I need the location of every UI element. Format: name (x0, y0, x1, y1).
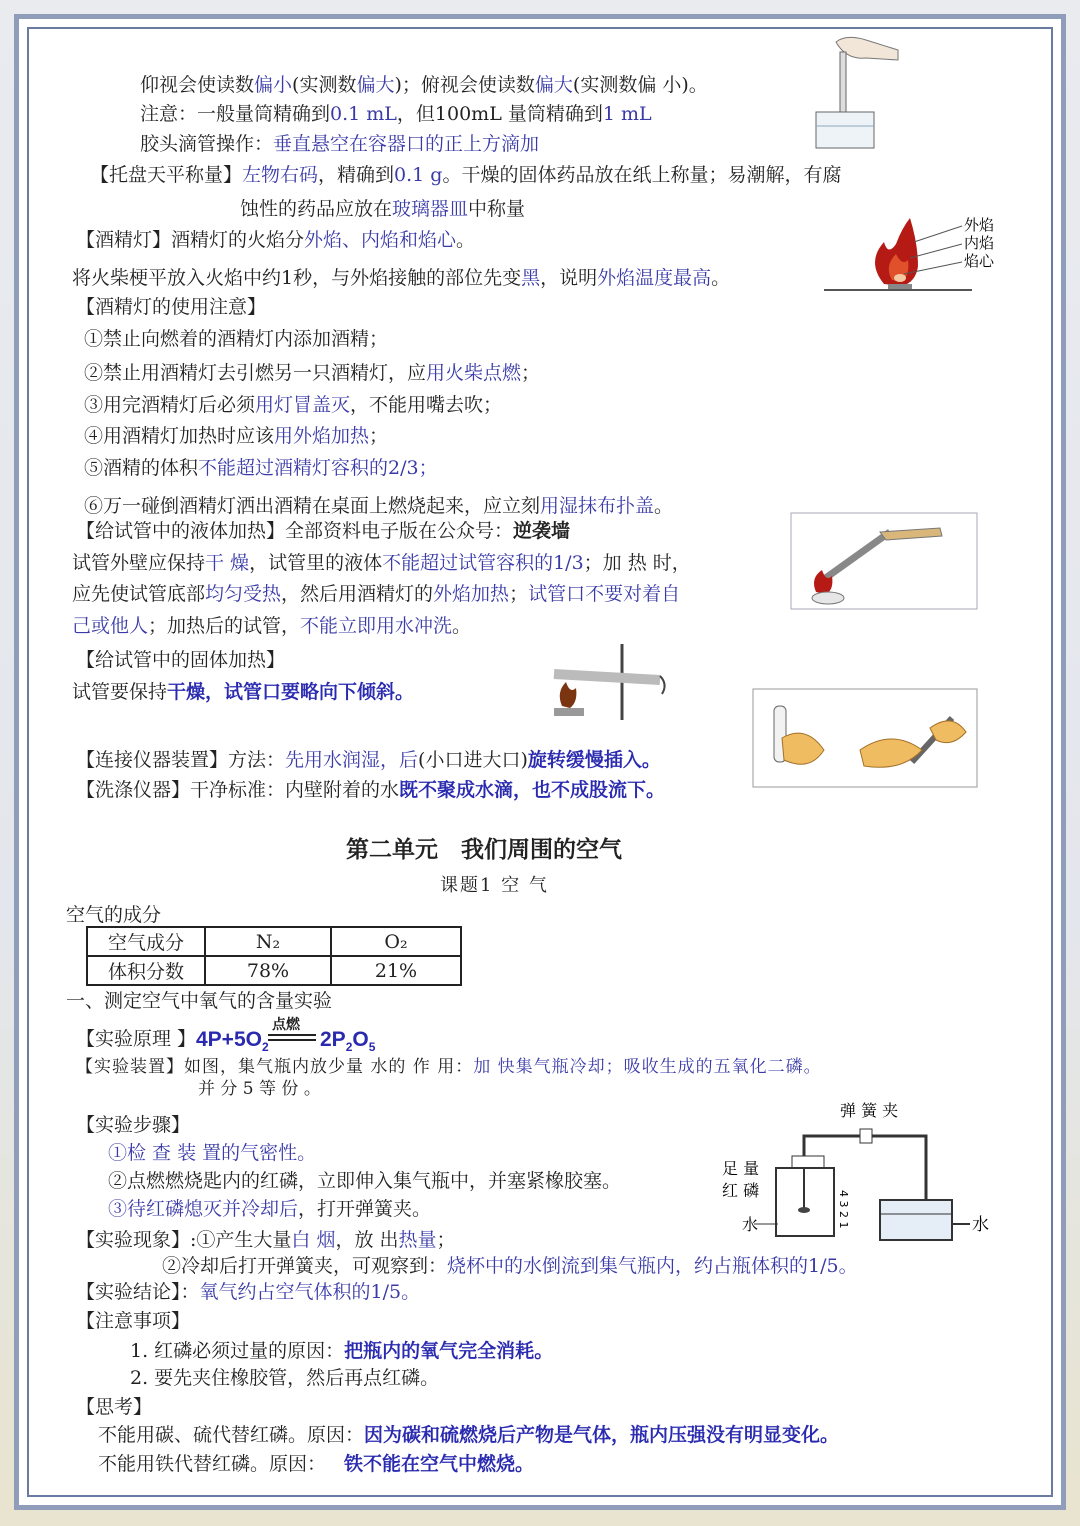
lamp-note-2: ②禁止用酒精灯去引燃另一只酒精灯，应用火柴点燃； (84, 362, 541, 384)
match-test-line: 将火柴梗平放入火焰中约1秒，与外焰接触的部位先变黑，说明外焰温度最高。 (72, 267, 731, 289)
reading-error-line: 仰视会使读数偏小(实测数偏大)；俯视会使读数偏大(实测数偏 小)。 (140, 74, 708, 96)
device-line: 【实验装置】如图，集气瓶内放少量 水的 作 用：加 快集气瓶冷却；吸收生成的五氧化二磷。 (76, 1057, 822, 1077)
liquid-heating-line-2: 应先使试管底部均匀受热，然后用酒精灯的外焰加热；试管口不要对着自 (72, 583, 681, 605)
balance-line: 【托盘天平称量】左物右码，精确到0.1 g。干燥的固体药品放在纸上称量；易潮解，有腐 (90, 164, 842, 186)
alcohol-lamp-flame-illustration (822, 214, 1018, 294)
step-2: ②点燃燃烧匙内的红磷，立即伸入集气瓶中，并塞紧橡胶塞。 (108, 1170, 622, 1192)
table-cell: 空气成分 (87, 927, 205, 956)
table-cell: 78% (205, 956, 331, 985)
liquid-heating-line-3: 己或他人；加热后的试管，不能立即用水冲洗。 (72, 615, 472, 637)
connect-line: 【连接仪器装置】方法：先用水润湿，后(小口进大口)旋转缓慢插入。 (76, 749, 661, 771)
table-cell: 体积分数 (87, 956, 205, 985)
table-row (87, 927, 461, 956)
lamp-note-6: ⑥万一碰倒酒精灯洒出酒精在桌面上燃烧起来，应立刻用湿抹布扑盖。 (84, 495, 674, 517)
solid-heating-heading: 【给试管中的固体加热】 (76, 649, 286, 671)
table-row (87, 956, 461, 985)
solid-heating-illustration (548, 640, 672, 722)
table-cell: 21% (331, 956, 461, 985)
air-table-caption: 空气的成分 (66, 904, 162, 926)
think-1: 不能用碳、硫代替红磷。原因：因为碳和硫燃烧后产物是气体，瓶内压强没有明显变化。 (98, 1424, 840, 1446)
balance-line-2: 蚀性的药品应放在玻璃器皿中称量 (240, 198, 526, 220)
notes-label: 【注意事项】 (76, 1310, 191, 1332)
table-cell: N₂ (205, 927, 331, 956)
inner-flame-label: 内焰 (964, 234, 995, 252)
steps-label: 【实验步骤】 (76, 1114, 191, 1136)
lamp-note-3: ③用完酒精灯后必须用灯冒盖灭，不能用嘴去吹； (84, 394, 503, 416)
air-composition-table (86, 926, 462, 986)
note-2: 2. 要先夹住橡胶管，然后再点红磷。 (130, 1367, 440, 1389)
unit-subtitle: 课题1 空 气 (440, 875, 549, 896)
beaker-water-label: 水 (972, 1215, 989, 1235)
alcohol-lamp-line: 【酒精灯】酒精灯的火焰分外焰、内焰和焰心。 (76, 229, 476, 251)
red-phosphorus-label-2: 红 磷 (722, 1181, 760, 1200)
lamp-note-4: ④用酒精灯加热时应该用外焰加热； (84, 425, 389, 447)
connecting-apparatus-illustration (752, 688, 978, 788)
step-3: ③待红磷熄灭并冷却后，打开弹簧夹。 (108, 1198, 432, 1220)
dropper-line: 胶头滴管操作：垂直悬空在容器口的正上方滴加 (140, 133, 540, 155)
liquid-heating-line-1: 试管外壁应保持干 燥，试管里的液体不能超过试管容积的1/3；加 热 时， (72, 552, 691, 574)
wash-line: 【洗涤仪器】干净标准：内壁附着的水既不聚成水滴，也不成股流下。 (76, 779, 666, 801)
dropper-illustration (806, 30, 906, 150)
red-phosphorus-label-1: 足 量 (722, 1159, 760, 1178)
outer-flame-label: 外焰 (964, 216, 995, 234)
phenomenon-line-1: 【实验现象】:①产生大量白 烟，放 出热量； (76, 1229, 456, 1251)
bottle-water-label: 水 (742, 1215, 759, 1234)
phenomenon-line-2: ②冷却后打开弹簧夹，可观察到：烧杯中的水倒流到集气瓶内，约占瓶体积的1/5。 (162, 1255, 858, 1277)
conclusion-line: 【实验结论】：氧气约占空气体积的1/5。 (76, 1281, 421, 1303)
bottle-scale: 4 3 2 1 (837, 1190, 850, 1229)
experiment-heading: 一、测定空气中氧气的含量实验 (66, 990, 333, 1012)
oxygen-experiment-apparatus (720, 1096, 990, 1242)
liquid-heating-illustration (790, 512, 978, 610)
device-line-2: 并 分 5 等 份 。 (198, 1079, 321, 1099)
lamp-notes-heading: 【酒精灯的使用注意】 (76, 296, 267, 318)
liquid-heating-heading: 【给试管中的液体加热】全部资料电子版在公众号：逆袭墙 (76, 520, 571, 542)
lamp-note-5: ⑤酒精的体积不能超过酒精灯容积的2/3； (84, 457, 438, 479)
table-cell: O₂ (331, 927, 461, 956)
note-1: 1. 红磷必须过量的原因：把瓶内的氧气完全消耗。 (130, 1340, 554, 1362)
flame-core-label: 焰心 (964, 252, 995, 270)
principle-label: 【实验原理 】 (76, 1028, 197, 1050)
think-label: 【思考】 (76, 1396, 153, 1418)
solid-heating-line: 试管要保持干燥，试管口要略向下倾斜。 (72, 681, 415, 703)
step-1: ①检 查 装 置的气密性。 (108, 1142, 317, 1164)
reaction-equation: $4P+5O_2$ 点燃 $2P_2O_5$ (196, 1017, 376, 1055)
lamp-note-1: ①禁止向燃着的酒精灯内添加酒精； (84, 328, 389, 350)
think-2: 不能用铁代替红磷。原因： 铁不能在空气中燃烧。 (98, 1453, 535, 1475)
cylinder-precision-line: 注意：一般量筒精确到0.1 mL，但100mL 量筒精确到1 mL (140, 103, 652, 125)
unit-title: 第二单元 我们周围的空气 (346, 837, 622, 863)
spring-clip-label: 弹 簧 夹 (840, 1101, 899, 1120)
